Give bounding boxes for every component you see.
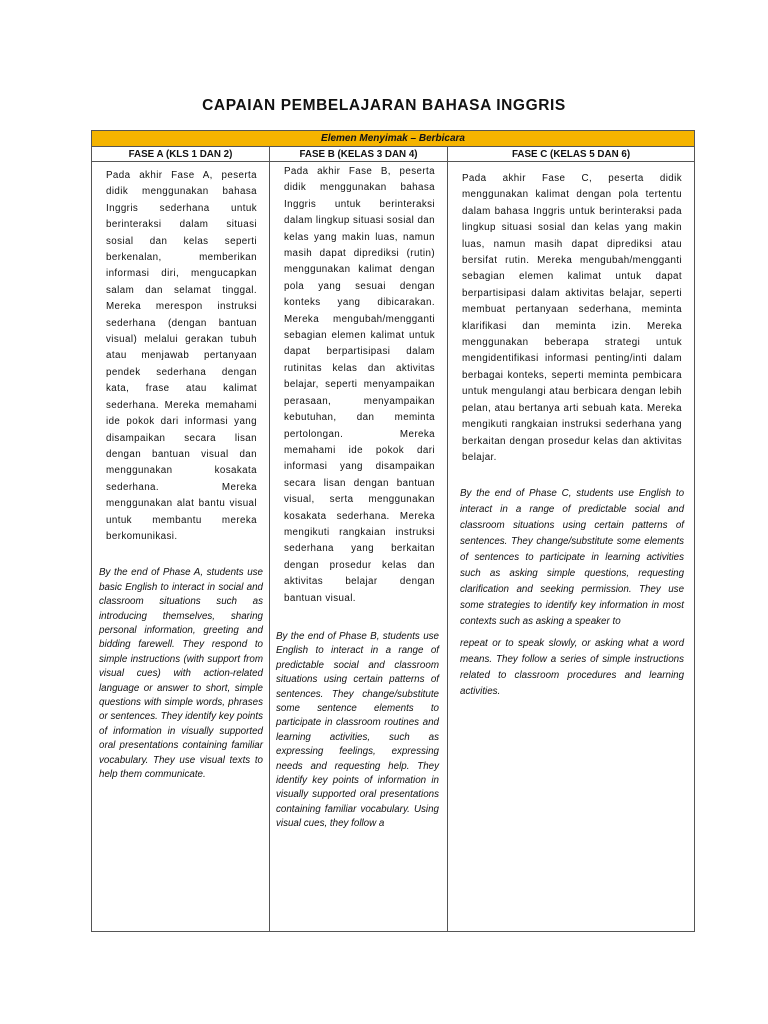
element-title: Elemen Menyimak – Berbicara bbox=[321, 133, 465, 144]
phase-c-cell bbox=[448, 162, 695, 932]
phase-b-cell bbox=[270, 162, 448, 932]
phase-c-english-text: By the end of Phase C, students use English to interact in a range of predictable social and classroom situations using certain patterns of sentences. They change/substitute some elements of sentences to participate in learning activities such as asking simple questions, requesting clarification and seeking permission. They use some strategies to identify key information in most contexts such as asking a speaker to bbox=[460, 488, 685, 628]
page-title: CAPAIAN PEMBELAJARAN BAHASA INGGRIS bbox=[202, 97, 566, 114]
learning-outcomes-table bbox=[91, 130, 695, 932]
phase-c-header: FASE C (KELAS 5 DAN 6) bbox=[448, 147, 695, 162]
phase-a-english-text: By the end of Phase A, students use basic English to interact in social and classroom situations such as introducing themselves, sharing personal information, greeting and bidding farewell. They respond to simple instructions (with support from visual cues) with action-related language or answer to short, simple questions with simple words, phrases or sentences. They identify key points of information in visually supported oral presentations containing familiar vocabulary. They use visual texts to help them communicate. bbox=[99, 567, 263, 781]
content-row bbox=[92, 162, 695, 932]
phase-c-indonesian-text: Pada akhir Fase C, peserta didik menggunakan kalimat dengan pola tertentu dalam bahasa Inggris untuk berinteraksi pada lingkup situasi sosial dan kelas yang makin luas, namun masih dapat diprediksi atau bersifat rutin. Mereka mengubah/mengganti sebagian elemen kalimat untuk dapat berpartisipasi dalam aktivitas belajar, seperti membuat pertanyaan sederhana, meminta klarifikasi dan meminta izin. Mereka menggunakan beberapa strategi untuk mengidentifikasi informasi penting/inti dalam berbagai konteks, seperti meminta pembicara untuk mengulangi atau berbicara dengan lebih pelan, atau bertanya arti sebuah kata. Mereka mengikuti rangkaian instruksi sederhana yang berkaitan dengan prosedur kelas dan aktivitas belajar. bbox=[462, 173, 683, 463]
phase-a-cell bbox=[92, 162, 270, 932]
element-header bbox=[92, 131, 695, 147]
phase-a-header: FASE A (KLS 1 DAN 2) bbox=[92, 147, 270, 162]
phase-c-english-text-continued: repeat or to speak slowly, or asking what a word means. They follow a series of simple instructions related to classroom procedures and learning activities. bbox=[460, 638, 685, 698]
phase-b-indonesian-text: Pada akhir Fase B, peserta didik menggunakan bahasa Inggris untuk berinteraksi dalam lingkup situasi sosial dan kelas yang makin luas, namun masih dapat diprediksi (rutin) menggunakan kalimat dengan pola yang sesuai dengan konteks yang dibicarakan. Mereka mengubah/mengganti sebagian elemen kalimat untuk dapat berpartisipasi dalam rutinitas kelas dan aktivitas belajar, seperti menyampaikan perasaan, menyampaikan kebutuhan, dan meminta pertolongan. Mereka memahami ide pokok dari informasi yang disampaikan secara lisan dengan bantuan visual, serta menggunakan kosakata sederhana. Mereka mengikuti rangkaian instruksi sederhana yang berkaitan dengan prosedur kelas dan aktivitas belajar dengan bantuan visual. bbox=[284, 166, 435, 604]
phase-a-indonesian-text: Pada akhir Fase A, peserta didik menggunakan bahasa Inggris sederhana untuk berinteraksi dalam situasi sosial dan kelas seperti berkenalan, memberikan informasi diri, mengucapkan salam dan selamat tinggal. Mereka merespon instruksi sederhana (dengan bantuan visual) melalui gerakan tubuh atau menjawab pertanyaan pendek sederhana dengan kata, frase atau kalimat sederhana. Mereka memahami ide pokok dari informasi yang disampaikan secara lisan dengan bantuan visual dan menggunakan kosakata sederhana. Mereka menggunakan alat bantu visual untuk membantu mereka berkomunikasi. bbox=[106, 170, 257, 542]
phase-b-english-text: By the end of Phase B, students use English to interact in a range of predictable social and classroom situations using certain patterns of sentences. They change/substitute some sentence elements to participate in classroom routines and learning activities, such as expressing feelings, expressing needs and requesting help. They identify key points of information in visually supported oral presentations containing familiar vocabulary. Using visual cues, they follow a bbox=[276, 630, 439, 830]
phase-header-row bbox=[92, 147, 695, 162]
element-header-row bbox=[92, 131, 695, 147]
phase-b-header: FASE B (KELAS 3 DAN 4) bbox=[270, 147, 448, 162]
